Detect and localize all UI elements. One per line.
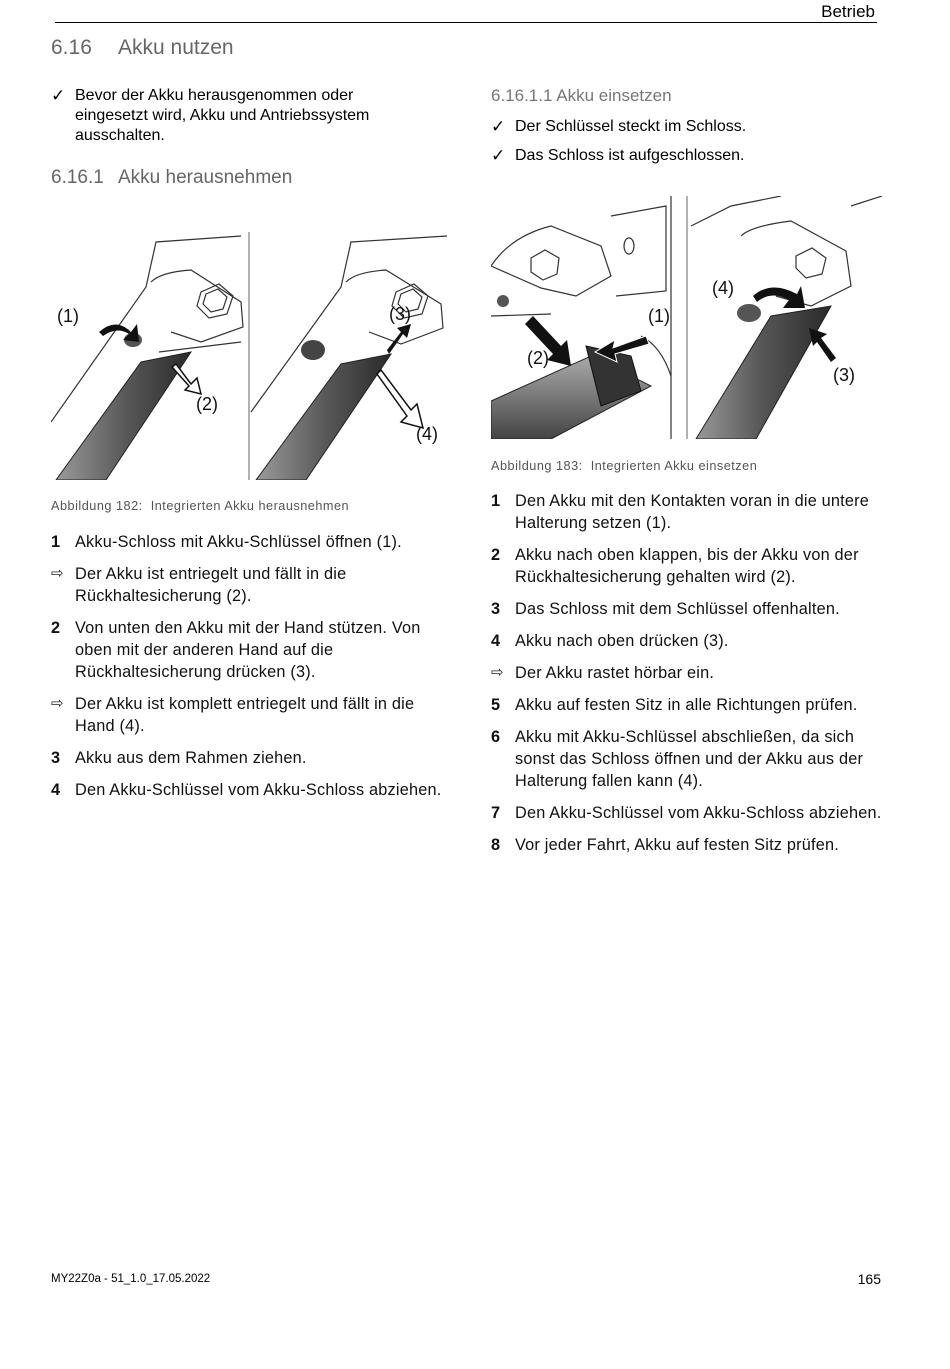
list-item (491, 598, 886, 620)
result-arrow-icon: ⇨ (491, 664, 504, 681)
callout-insert-1: (1) (648, 306, 670, 326)
list-item (51, 693, 446, 737)
check-icon: ✓ (51, 86, 66, 105)
list-item (491, 802, 886, 824)
callout-remove-3: (3) (389, 304, 411, 324)
insert-check-text: Der Schlüssel steckt im Schloss. (515, 118, 747, 135)
step-text: Den Akku-Schlüssel vom Akku-Schloss abziehen. (515, 804, 882, 822)
subsection-insert-title: Akku einsetzen (556, 86, 672, 105)
list-item (51, 531, 446, 553)
step-text: Akku aus dem Rahmen ziehen. (75, 749, 307, 767)
step-number: 4 (491, 632, 501, 650)
figure-insert-caption-text: Integrierten Akku einsetzen (590, 459, 758, 473)
section-heading (51, 36, 234, 60)
step-number: 8 (491, 836, 501, 854)
list-item (491, 662, 886, 684)
step-number: 7 (491, 804, 501, 822)
result-text: Der Akku ist komplett entriegelt und fällt in die Hand (4). (75, 695, 415, 735)
figure-insert-illustration (491, 196, 882, 439)
step-text: Akku mit Akku-Schlüssel abschließen, da sich sonst das Schloss öffnen und der Akku aus der Halterung fallen kann (4). (515, 728, 864, 790)
intro-check-item (51, 86, 411, 146)
footer-page-number: 165 (857, 1271, 881, 1287)
figure-remove-illustration (51, 232, 447, 480)
list-item (491, 726, 886, 792)
step-number: 6 (491, 728, 501, 746)
insert-steps-list (491, 490, 886, 866)
step-text: Vor jeder Fahrt, Akku auf festen Sitz prüfen. (515, 836, 839, 854)
remove-steps-list (51, 531, 446, 811)
figure-insert-battery (491, 196, 882, 439)
section-number: 6.16 (51, 36, 92, 59)
list-item (51, 779, 446, 801)
figure-remove-caption-label: Abbildung 182: (51, 499, 143, 513)
intro-check-text: Bevor der Akku herausgenommen oder eingesetzt wird, Akku und Antriebssystem ausschalten. (75, 87, 370, 144)
header-divider (55, 22, 877, 23)
step-text: Akku nach oben drücken (3). (515, 632, 729, 650)
insert-check-text: Das Schloss ist aufgeschlossen. (515, 147, 745, 164)
result-arrow-icon: ⇨ (51, 565, 64, 582)
callout-insert-2: (2) (527, 348, 549, 368)
subsection-remove-heading (51, 167, 292, 189)
step-number: 3 (51, 749, 61, 767)
list-item (491, 490, 886, 534)
subsection-remove-title: Akku herausnehmen (118, 167, 293, 188)
callout-remove-1: (1) (57, 306, 79, 326)
step-text: Das Schloss mit dem Schlüssel offenhalten. (515, 600, 840, 618)
list-item (491, 834, 886, 856)
list-item (491, 630, 886, 652)
subsection-remove-number: 6.16.1 (51, 167, 104, 188)
callout-insert-3: (3) (833, 365, 855, 385)
header-title: Betrieb (821, 2, 875, 21)
step-number: 1 (491, 492, 501, 510)
list-item (51, 747, 446, 769)
figure-remove-caption (51, 499, 349, 513)
result-text: Der Akku ist entriegelt und fällt in die Rückhaltesicherung (2). (75, 565, 347, 605)
step-number: 1 (51, 533, 61, 551)
section-title: Akku nutzen (118, 36, 234, 59)
step-number: 3 (491, 600, 501, 618)
step-text: Akku nach oben klappen, bis der Akku von der Rückhaltesicherung gehalten wird (2). (515, 546, 859, 586)
step-text: Den Akku mit den Kontakten voran in die untere Halterung setzen (1). (515, 492, 870, 532)
callout-insert-4: (4) (712, 278, 734, 298)
footer-doc-id: MY22Z0a - 51_1.0_17.05.2022 (51, 1273, 211, 1285)
step-number: 5 (491, 696, 501, 714)
insert-check-item (491, 117, 881, 137)
list-item (491, 544, 886, 588)
figure-insert-caption-label: Abbildung 183: (491, 459, 583, 473)
figure-remove-battery (51, 232, 447, 480)
list-item (491, 694, 886, 716)
step-text: Den Akku-Schlüssel vom Akku-Schloss abziehen. (75, 781, 442, 799)
callout-remove-2: (2) (196, 394, 218, 414)
result-arrow-icon: ⇨ (51, 695, 64, 712)
step-number: 2 (51, 619, 61, 637)
check-icon: ✓ (491, 146, 506, 165)
list-item (51, 563, 446, 607)
step-text: Akku auf festen Sitz in alle Richtungen prüfen. (515, 696, 858, 714)
list-item (51, 617, 446, 683)
step-text: Akku-Schloss mit Akku-Schlüssel öffnen (1). (75, 533, 402, 551)
figure-remove-caption-text: Integrierten Akku herausnehmen (150, 499, 350, 513)
result-text: Der Akku rastet hörbar ein. (515, 664, 715, 682)
subsection-insert-number: 6.16.1.1 (491, 86, 553, 105)
insert-check-item (491, 146, 881, 166)
step-number: 4 (51, 781, 61, 799)
step-text: Von unten den Akku mit der Hand stützen. Von oben mit der anderen Hand auf die Rückhaltesicherung drücken (3). (75, 619, 421, 681)
step-number: 2 (491, 546, 501, 564)
figure-insert-caption (491, 459, 757, 473)
callout-remove-4: (4) (416, 424, 438, 444)
check-icon: ✓ (491, 117, 506, 136)
subsection-insert-heading (491, 86, 672, 106)
